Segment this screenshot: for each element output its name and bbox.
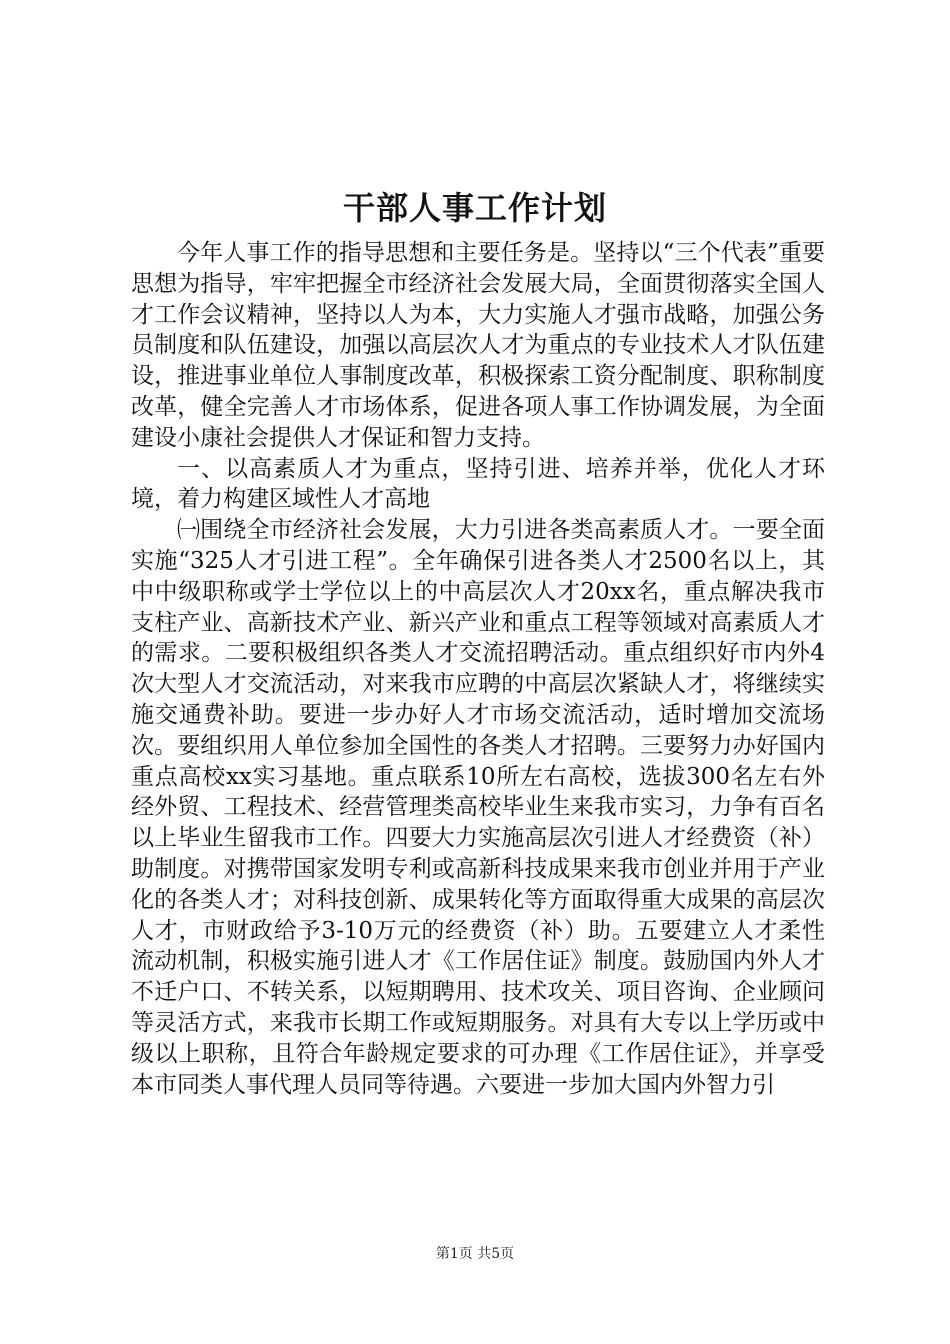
paragraph-talent-introduction: ㈠围绕全市经济社会发展，大力引进各类高素质人才。一要全面实施“325人才引进工程”。全年确保引进各类人才2500名以上，其中中级职称或学士学位以上的中高层次人才20xx名，重点解决我市支柱产业、高新技术产业、新兴产业和重点工程等领域对高素质人才的需求。二要积极组织各类人才交流招聘活动。重点组织好市内外4次大型人才交流活动，对来我市应聘的中高层次紧缺人才，将继续实施交通费补助。要进一步办好人才市场交流活动，适时增加交流场次。要组织用人单位参加全国性的各类人才招聘。三要努力办好国内重点高校xx实习基地。重点联系10所左右高校，选拔300名左右外经外贸、工程技术、经营管理类高校毕业生来我市实习，力争有百名以上毕业生留我市工作。四要大力实施高层次引进人才经费资（补）助制度。对携带国家发明专利或高新科技成果来我市创业并用于产业化的各类人才；对科技创新、成果转化等方面取得重大成果的高层次人才，市财政给予3-10万元的经费资（补）助。五要建立人才柔性流动机制，积极实施引进人才《工作居住证》制度。鼓励国内外人才不迁户口、不转关系，以短期聘用、技术攻关、项目咨询、企业顾问等灵活方式，来我市长期工作或短期服务。对具有大专以上学历或中级以上职称，且符合年龄规定要求的可办理《工作居住证》，并享受本市同类人事代理人员同等待遇。六要进一步加大国内外智力引 [131,517,825,1098]
paragraph-guiding-principles: 今年人事工作的指导思想和主要任务是。坚持以“三个代表”重要思想为指导，牢牢把握全市经济社会发展大局，全面贯彻落实全国人才工作会议精神，坚持以人为本，大力实施人才强市战略，加强公务员制度和队伍建设，加强以高层次人才为重点的专业技术人才队伍建设，推进事业单位人事制度改革，积极探索工资分配制度、职称制度改革，健全完善人才市场体系，促进各项人事工作协调发展，为全面建设小康社会提供人才保证和智力支持。 [131,240,825,451]
document-title: 干部人事工作计划 [342,189,607,227]
document-body [131,238,825,1100]
page-number-footer: 第1页 共5页 [435,1246,515,1262]
section-heading-1: 一、以高素质人才为重点，坚持引进、培养并举，优化人才环境，着力构建区域性人才高地 [131,455,825,513]
